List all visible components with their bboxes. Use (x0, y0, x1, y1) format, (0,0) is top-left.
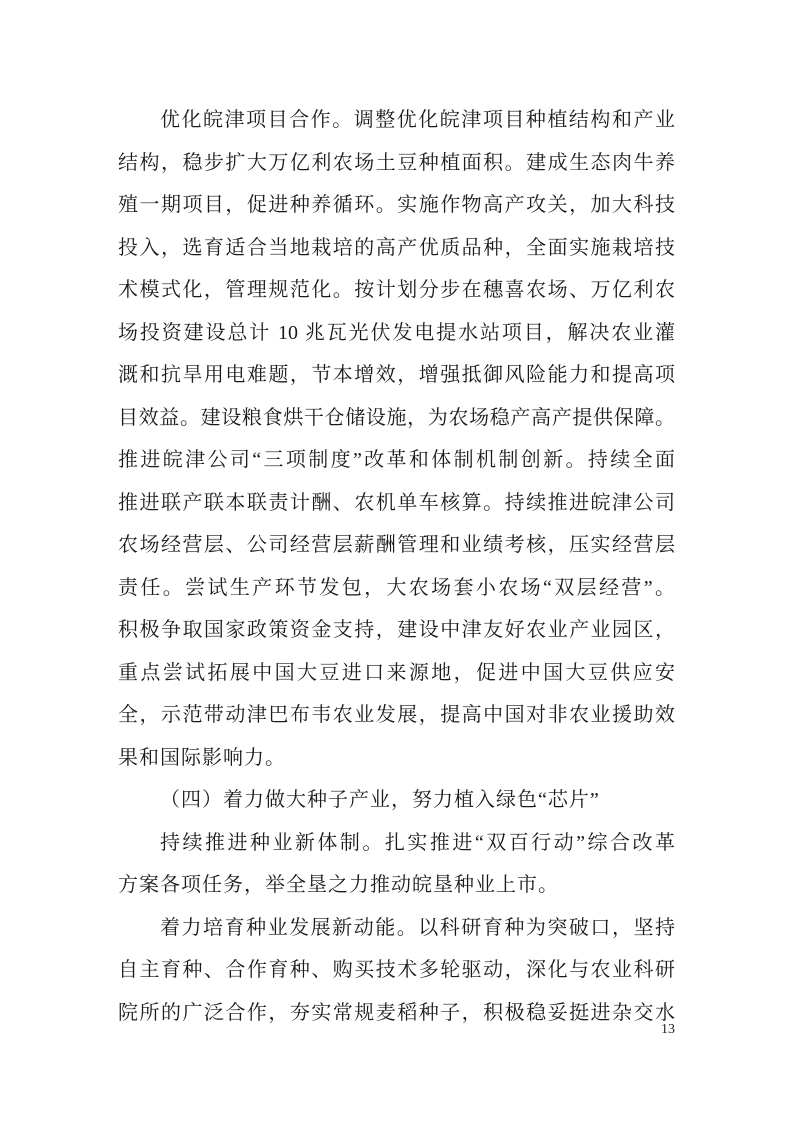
section-heading-four (118, 779, 675, 822)
text-line: 重点尝试拓展中国大豆进口来源地，促进中国大豆供应安 (118, 661, 675, 684)
text-line: 积极争取国家政策资金支持，建设中津友好农业产业园区， (118, 619, 675, 641)
text-line: 推进联产联本联责计酬、农机单车核算。持续推进皖津公司 (118, 491, 675, 514)
text-line: 全，示范带动津巴布韦农业发展，提高中国对非农业援助效 (118, 704, 675, 726)
text-line: 院所的广泛合作，夯实常规麦稻种子，积极稳妥挺进杂交水 (118, 1001, 675, 1024)
page-number: 13 (661, 1022, 675, 1037)
text-line: 溉和抗旱用电难题，节本增效，增强抵御风险能力和提高项 (118, 364, 675, 386)
heading-line: （四）着力做大种子产业，努力植入绿色“芯片” (160, 789, 600, 811)
text-line: 持续推进种业新体制。扎实推进“双百行动”综合改革 (160, 831, 675, 854)
text-line: 场投资建设总计 10 兆瓦光伏发电提水站项目，解决农业灌 (118, 321, 675, 344)
paragraph-seed-industry-momentum (118, 907, 675, 1035)
paragraph-seed-industry-system (118, 822, 675, 907)
text-line: 目效益。建设粮食烘干仓储设施，为农场稳产高产提供保障。 (118, 406, 675, 429)
text-line: 农场经营层、公司经营层薪酬管理和业绩考核，压实经营层 (118, 534, 675, 556)
text-line: 果和国际影响力。 (118, 746, 286, 769)
text-line: 自主育种、合作育种、购买技术多轮驱动，深化与农业科研 (118, 959, 675, 981)
text-line: 殖一期项目，促进种养循环。实施作物高产攻关，加大科技 (118, 194, 675, 216)
text-block (118, 99, 675, 1034)
text-line: 优化皖津项目合作。调整优化皖津项目种植结构和产业 (160, 109, 675, 131)
text-line: 投入，选育适合当地栽培的高产优质品种，全面实施栽培技 (118, 236, 675, 259)
text-line: 术模式化，管理规范化。按计划分步在穗喜农场、万亿利农 (118, 279, 675, 301)
paragraph-optimize-wanjin-cooperation (118, 99, 675, 779)
text-line: 责任。尝试生产环节发包，大农场套小农场“双层经营”。 (118, 576, 675, 599)
text-line: 结构，稳步扩大万亿利农场土豆种植面积。建成生态肉牛养 (118, 151, 675, 174)
text-line: 推进皖津公司“三项制度”改革和体制机制创新。持续全面 (118, 449, 675, 471)
text-line: 方案各项任务，举全垦之力推动皖垦种业上市。 (118, 874, 559, 896)
text-line: 着力培育种业发展新动能。以科研育种为突破口，坚持 (160, 916, 675, 939)
